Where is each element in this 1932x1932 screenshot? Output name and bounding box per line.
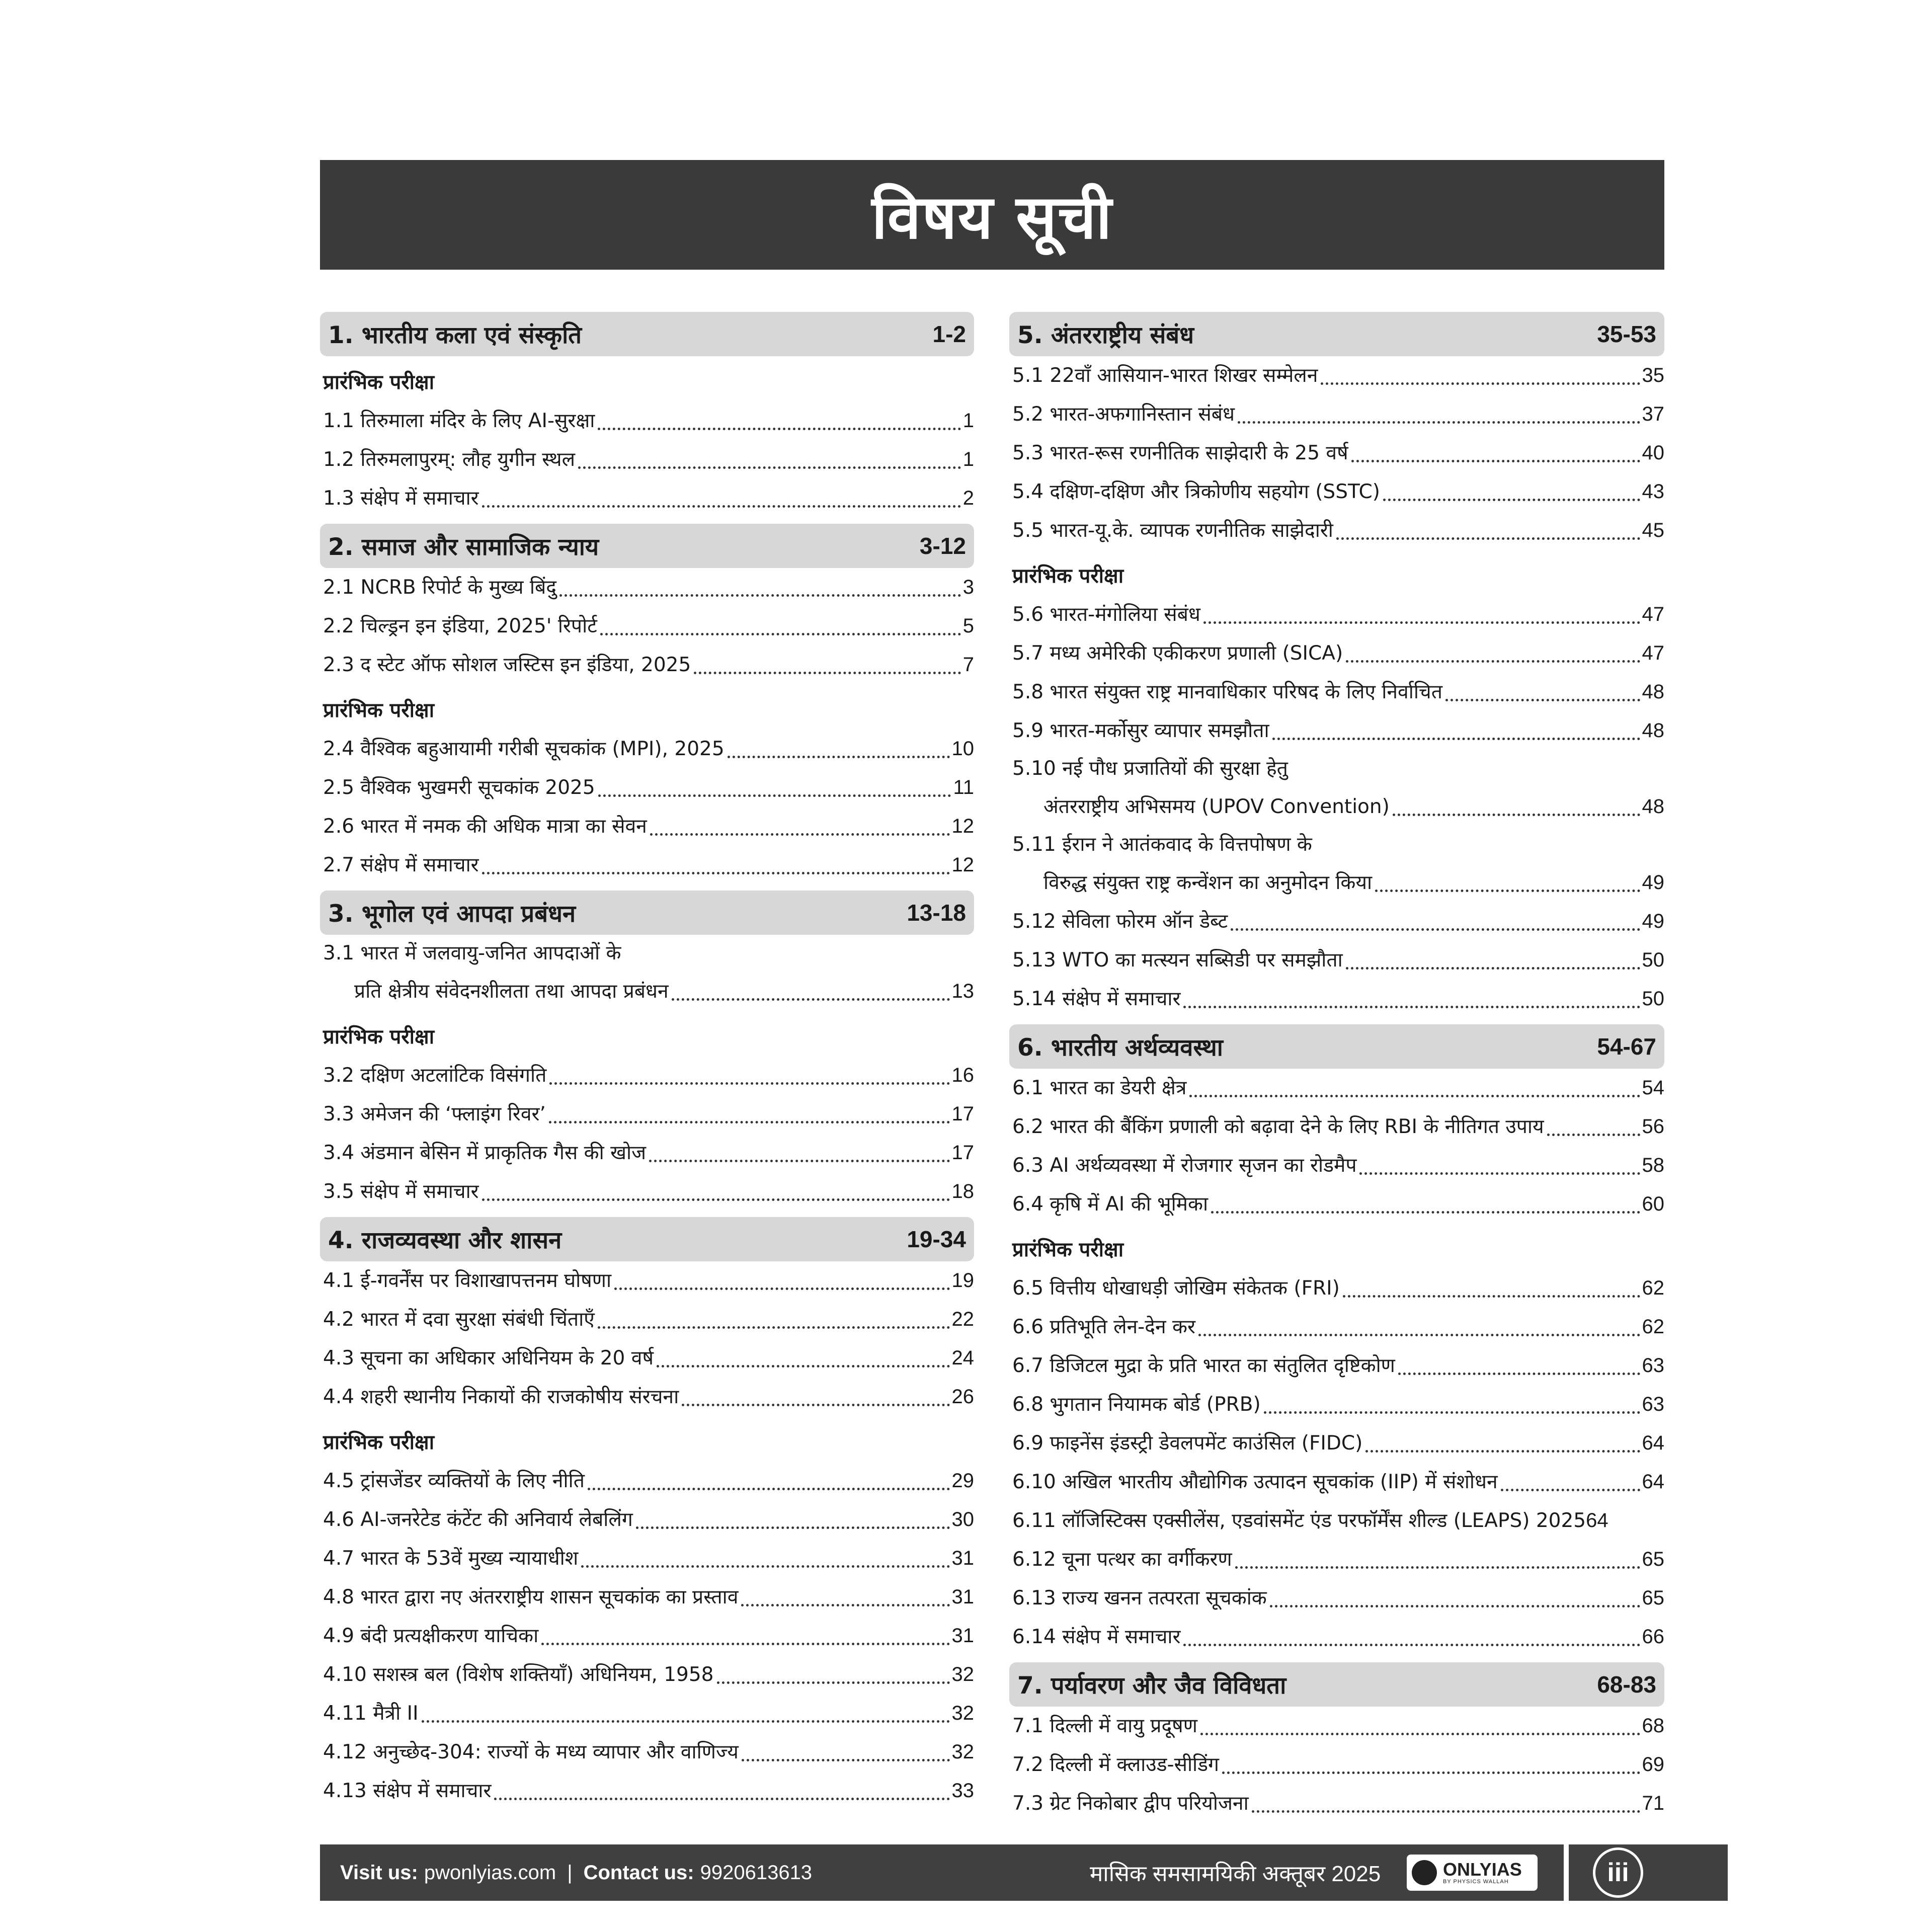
toc-entry-title: 4.6 AI-जनरेटेड कंटेंट की अनिवार्य लेबलिंग xyxy=(323,1508,633,1531)
dot-leader xyxy=(1346,967,1640,970)
toc-page-number: 33 xyxy=(951,1780,974,1802)
toc-page-number: 29 xyxy=(951,1470,974,1492)
toc-entry-title: 3.5 संक्षेप में समाचार xyxy=(323,1180,479,1203)
toc-entry-title: 4.2 भारत में दवा सुरक्षा संबंधी चिंताएँ xyxy=(323,1308,595,1331)
toc-entry-title: 6.11 लॉजिस्टिक्स एक्सीलेंस, एडवांसमेंट एंड परफॉर्मेंस शील्ड (LEAPS) 2025 xyxy=(1012,1509,1586,1532)
toc-page-number: 49 xyxy=(1642,910,1664,932)
toc-entry[interactable] xyxy=(1009,395,1664,434)
toc-entry[interactable] xyxy=(1009,595,1664,634)
section-gap xyxy=(320,518,974,524)
section-heading xyxy=(1009,1024,1664,1069)
toc-entry[interactable] xyxy=(1009,1185,1664,1224)
toc-entry-title: 5.14 संक्षेप में समाचार xyxy=(1012,988,1181,1010)
toc-entry[interactable] xyxy=(320,768,974,807)
toc-entry[interactable] xyxy=(320,401,974,440)
dot-leader xyxy=(649,1160,949,1162)
subsection-heading: प्रारंभिक परीक्षा xyxy=(1012,1238,1124,1261)
toc-page-number: 65 xyxy=(1642,1548,1664,1570)
toc-page-number: 31 xyxy=(951,1625,974,1647)
section-title: 6. भारतीय अर्थव्यवस्था xyxy=(1017,1034,1223,1062)
dot-leader xyxy=(1336,537,1640,540)
toc-entry-title: 1.1 तिरुमाला मंदिर के लिए AI-सुरक्षा xyxy=(323,410,595,432)
toc-entry-title: 6.2 भारत की बैंकिंग प्रणाली को बढ़ावा देने के लिए RBI के नीतिगत उपाय xyxy=(1012,1115,1544,1138)
footer-contact xyxy=(340,1844,812,1901)
toc-entry-title: 2.1 NCRB रिपोर्ट के मुख्य बिंदु xyxy=(323,576,557,599)
section-page-range: 3-12 xyxy=(919,533,966,559)
toc-page-number: 16 xyxy=(951,1064,974,1086)
toc-entry-title: 2.5 वैश्विक भुखमरी सूचकांक 2025 xyxy=(323,776,595,799)
toc-page-number: 56 xyxy=(1642,1115,1664,1138)
dot-leader xyxy=(1445,699,1640,701)
toc-page-number: 10 xyxy=(951,738,974,760)
section-page-range: 19-34 xyxy=(907,1226,966,1252)
toc-page-number: 54 xyxy=(1642,1077,1664,1099)
toc-entry-title: 5.9 भारत-मर्कोसुर व्यापार समझौता xyxy=(1012,719,1269,742)
toc-page-number: 24 xyxy=(951,1347,974,1369)
toc-entry-title: 7.1 दिल्ली में वायु प्रदूषण xyxy=(1012,1715,1197,1737)
section-title: 1. भारतीय कला एवं संस्कृति xyxy=(328,321,582,349)
dot-leader xyxy=(1211,1211,1640,1214)
toc-page-number: 66 xyxy=(1642,1626,1664,1648)
section-heading xyxy=(1009,1662,1664,1707)
dot-leader xyxy=(1235,1566,1640,1569)
toc-entry-title: 7.2 दिल्ली में क्लाउड-सीडिंग xyxy=(1012,1753,1219,1776)
contact-label: Contact us: xyxy=(583,1861,694,1884)
toc-entry-title: 7.3 ग्रेट निकोबार द्वीप परियोजना xyxy=(1012,1792,1249,1815)
toc-entry[interactable] xyxy=(1009,980,1664,1018)
dot-leader xyxy=(598,428,960,430)
toc-page-number: 1 xyxy=(962,410,974,432)
toc-entry[interactable] xyxy=(320,1378,974,1416)
toc-entry[interactable] xyxy=(1009,1385,1664,1424)
toc-entry-title: 3.4 अंडमान बेसिन में प्राकृतिक गैस की खोज xyxy=(323,1142,647,1164)
toc-entry[interactable] xyxy=(1009,1707,1664,1745)
section-heading xyxy=(1009,312,1664,356)
toc-entry-title: 5.2 भारत-अफगानिस्तान संबंध xyxy=(1012,403,1235,426)
toc-entry-title: 2.3 द स्टेट ऑफ सोशल जस्टिस इन इंडिया, 2025 xyxy=(323,654,691,676)
logo-text: ONLYIAS xyxy=(1443,1859,1522,1880)
toc-entry[interactable] xyxy=(1009,1501,1664,1540)
toc-entry[interactable] xyxy=(320,1772,974,1810)
subsection-heading: प्रारंभिक परीक्षा xyxy=(323,699,435,722)
toc-entry-title-cont: अंतरराष्ट्रीय अभिसमय (UPOV Convention) xyxy=(1043,795,1390,818)
toc-entry-title: 6.7 डिजिटल मुद्रा के प्रति भारत का संतुलित दृष्टिकोण xyxy=(1012,1354,1395,1377)
dot-leader xyxy=(682,1404,949,1406)
toc-left-column xyxy=(320,312,974,1810)
dot-leader xyxy=(1359,1172,1640,1175)
toc-entry[interactable] xyxy=(320,1056,974,1095)
toc-entry-title: 2.7 संक्षेप में समाचार xyxy=(323,854,479,876)
toc-entry[interactable] xyxy=(320,646,974,684)
dot-leader xyxy=(549,1082,949,1085)
toc-page-number: 50 xyxy=(1642,988,1664,1010)
toc-entry[interactable] xyxy=(1009,826,1664,863)
dot-leader xyxy=(1183,1644,1640,1646)
toc-page-number: 43 xyxy=(1642,480,1664,503)
toc-entry-title: 3.1 भारत में जलवायु-जनित आपदाओं के xyxy=(323,942,621,964)
toc-entry-title: 5.12 सेविला फोरम ऑन डेब्ट xyxy=(1012,910,1228,933)
toc-entry-title: 6.6 प्रतिभूति लेन-देन कर xyxy=(1012,1316,1195,1338)
toc-page-number: 63 xyxy=(1642,1354,1664,1377)
toc-page-number: 2 xyxy=(962,487,974,509)
toc-page-number: 5 xyxy=(962,615,974,637)
toc-page-number: 3 xyxy=(962,576,974,598)
toc-entry-title: 4.13 संक्षेप में समाचार xyxy=(323,1780,492,1802)
toc-page-number: 17 xyxy=(951,1142,974,1164)
footer-separator: | xyxy=(567,1861,573,1884)
section-gap xyxy=(1009,1018,1664,1024)
toc-right-column xyxy=(1009,312,1664,1823)
dot-leader xyxy=(741,1604,949,1606)
toc-entry-title: 6.9 फाइनेंस इंडस्ट्री डेवलपमेंट काउंसिल (FIDC) xyxy=(1012,1432,1363,1455)
toc-entry[interactable] xyxy=(1009,1784,1664,1823)
dot-leader xyxy=(717,1681,950,1684)
dot-leader xyxy=(549,1121,950,1123)
toc-entry-title: 6.5 वित्तीय धोखाधड़ी जोखिम संकेतक (FRI) xyxy=(1012,1277,1340,1300)
toc-entry-title: 6.1 भारत का डेयरी क्षेत्र xyxy=(1012,1077,1187,1099)
toc-entry[interactable] xyxy=(1009,434,1664,472)
toc-page-number: 60 xyxy=(1642,1193,1664,1215)
dot-leader xyxy=(742,1759,950,1761)
toc-entry-title: 4.4 शहरी स्थानीय निकायों की राजकोषीय संरचना xyxy=(323,1386,679,1408)
dot-leader xyxy=(1383,499,1640,501)
dot-leader xyxy=(1272,738,1640,740)
toc-page-number: 32 xyxy=(951,1702,974,1724)
toc-entry[interactable] xyxy=(1009,472,1664,511)
dot-leader xyxy=(559,594,961,597)
toc-entry[interactable] xyxy=(1009,902,1664,941)
logo-mark-icon xyxy=(1412,1860,1437,1885)
toc-entry-title: 5.7 मध्य अमेरिकी एकीकरण प्रणाली (SICA) xyxy=(1012,642,1343,665)
toc-entry[interactable] xyxy=(1009,511,1664,550)
toc-entry[interactable] xyxy=(1009,634,1664,673)
dot-leader xyxy=(482,505,961,508)
page-title: विषय सूची xyxy=(320,160,1664,270)
dot-leader xyxy=(600,633,961,635)
toc-entry[interactable] xyxy=(320,1300,974,1339)
toc-entry[interactable] xyxy=(1009,1540,1664,1579)
dot-leader xyxy=(578,466,961,469)
logo-subtext: BY PHYSICS WALLAH xyxy=(1443,1879,1509,1885)
toc-entry-title: 2.4 वैश्विक बहुआयामी गरीबी सूचकांक (MPI), 2025 xyxy=(323,738,725,760)
dot-leader xyxy=(1203,621,1640,624)
dot-leader xyxy=(1501,1489,1640,1491)
toc-page-number: 48 xyxy=(1642,719,1664,742)
toc-entry[interactable] xyxy=(1009,673,1664,711)
toc-entry[interactable] xyxy=(320,935,974,972)
magazine-title: मासिक समसामयिकी अक्तूबर 2025 xyxy=(1090,1862,1381,1886)
dot-leader xyxy=(1321,382,1640,385)
subsection-heading: प्रारंभिक परीक्षा xyxy=(323,1431,435,1454)
toc-entry[interactable] xyxy=(1009,1269,1664,1308)
dot-leader xyxy=(598,794,951,797)
section-heading xyxy=(320,312,974,356)
dot-leader xyxy=(588,1488,950,1490)
toc-entry-title-cont: प्रति क्षेत्रीय संवेदनशीलता तथा आपदा प्रबंधन xyxy=(354,980,669,1003)
toc-entry-title: 5.13 WTO का मत्स्यन सब्सिडी पर समझौता xyxy=(1012,949,1343,972)
toc-entry[interactable] xyxy=(1009,1146,1664,1185)
toc-entry-continuation[interactable] xyxy=(1009,863,1664,902)
toc-page-number: 12 xyxy=(951,815,974,837)
dot-leader xyxy=(1351,460,1640,462)
toc-entry-title: 5.5 भारत-यू.के. व्यापक रणनीतिक साझेदारी xyxy=(1012,519,1333,542)
dot-leader xyxy=(422,1720,950,1723)
toc-page-number: 1 xyxy=(962,448,974,470)
toc-page-number: 63 xyxy=(1642,1393,1664,1415)
toc-page-number: 71 xyxy=(1642,1792,1664,1814)
toc-entry-title: 4.1 ई-गवर्नेंस पर विशाखापत्तनम घोषणा xyxy=(323,1269,612,1292)
toc-entry[interactable] xyxy=(1009,1463,1664,1501)
toc-entry-title: 1.2 तिरुमलापुरम्: लौह युगीन स्थल xyxy=(323,448,576,471)
dot-leader xyxy=(1343,1295,1640,1298)
toc-entry-title: 5.1 22वाँ आसियान-भारत शिखर सम्मेलन xyxy=(1012,364,1318,387)
dot-leader xyxy=(1365,1450,1640,1453)
toc-entry[interactable] xyxy=(1009,1308,1664,1346)
section-page-range: 54-67 xyxy=(1597,1033,1656,1060)
toc-entry[interactable] xyxy=(320,1539,974,1578)
visit-label: Visit us: xyxy=(340,1861,418,1884)
toc-page-number: 37 xyxy=(1642,403,1664,425)
dot-leader xyxy=(1398,1373,1640,1375)
dot-leader xyxy=(1231,928,1640,931)
toc-page-number: 30 xyxy=(951,1508,974,1531)
toc-entry[interactable] xyxy=(320,1261,974,1300)
toc-entry-title: 5.10 नई पौध प्रजातियों की सुरक्षा हेतु xyxy=(1012,757,1288,780)
toc-page-number: 22 xyxy=(951,1308,974,1330)
section-title: 2. समाज और सामाजिक न्याय xyxy=(328,533,599,561)
toc-page-number: 62 xyxy=(1642,1277,1664,1299)
toc-entry[interactable] xyxy=(1009,941,1664,980)
dot-leader xyxy=(1189,1095,1640,1097)
toc-entry[interactable] xyxy=(320,1339,974,1378)
dot-leader xyxy=(541,1643,949,1645)
section-title: 7. पर्यावरण और जैव विविधता xyxy=(1017,1672,1286,1700)
toc-entry[interactable] xyxy=(1009,356,1664,395)
footer-divider xyxy=(1564,1844,1569,1901)
section-title: 5. अंतरराष्ट्रीय संबंध xyxy=(1017,321,1194,349)
toc-entry[interactable] xyxy=(1009,1069,1664,1107)
toc-entry[interactable] xyxy=(320,807,974,846)
section-title: 4. राजव्यवस्था और शासन xyxy=(328,1227,562,1254)
toc-page-number: 64 xyxy=(1642,1432,1664,1454)
toc-entry-title: 3.3 अमेजन की ‘फ्लाइंग रिवर’ xyxy=(323,1103,546,1125)
toc-page-number: 19 xyxy=(951,1269,974,1292)
toc-entry-title: 3.2 दक्षिण अटलांटिक विसंगति xyxy=(323,1064,547,1087)
dot-leader xyxy=(1252,1810,1640,1813)
footer-bar xyxy=(320,1844,1728,1901)
toc-page-number: 32 xyxy=(951,1741,974,1763)
onlyias-logo xyxy=(1407,1855,1538,1891)
dot-leader xyxy=(728,756,950,758)
toc-page-number: 12 xyxy=(951,854,974,876)
dot-leader xyxy=(1393,814,1640,816)
toc-entry-title: 6.12 चूना पत्थर का वर्गीकरण xyxy=(1012,1548,1232,1571)
section-title: 3. भूगोल एवं आपदा प्रबंधन xyxy=(328,900,576,928)
toc-entry-continuation[interactable] xyxy=(1009,787,1664,826)
toc-entry[interactable] xyxy=(320,1578,974,1617)
toc-page-number: 65 xyxy=(1642,1587,1664,1609)
toc-entry[interactable] xyxy=(1009,1618,1664,1656)
toc-entry[interactable] xyxy=(320,730,974,768)
section-gap xyxy=(320,1211,974,1217)
subsection-heading: प्रारंभिक परीक्षा xyxy=(323,1025,435,1049)
toc-entry[interactable] xyxy=(1009,1346,1664,1385)
subsection-heading: प्रारंभिक परीक्षा xyxy=(323,371,435,394)
toc-entry[interactable] xyxy=(320,479,974,518)
toc-entry-title: 5.8 भारत संयुक्त राष्ट्र मानवाधिकार परिषद के लिए निर्वाचित xyxy=(1012,681,1442,703)
section-page-range: 1-2 xyxy=(932,321,966,347)
toc-entry-title: 4.10 सशस्त्र बल (विशेष शक्तियाँ) अधिनियम, 1958 xyxy=(323,1663,714,1686)
section-gap xyxy=(320,884,974,891)
toc-entry-title: 1.3 संक्षेप में समाचार xyxy=(323,487,479,510)
section-heading xyxy=(320,891,974,935)
toc-page-number: 7 xyxy=(962,654,974,676)
toc-entry-title: 4.11 मैत्री II xyxy=(323,1702,419,1725)
toc-entry-title: 5.6 भारत-मंगोलिया संबंध xyxy=(1012,603,1200,626)
section-page-range: 35-53 xyxy=(1597,321,1656,347)
toc-page-number: 26 xyxy=(951,1386,974,1408)
toc-entry-title: 6.14 संक्षेप में समाचार xyxy=(1012,1626,1181,1648)
toc-entry[interactable] xyxy=(320,1617,974,1655)
toc-page-number: 13 xyxy=(951,980,974,1002)
toc-entry[interactable] xyxy=(320,1172,974,1211)
dot-leader xyxy=(1547,1134,1640,1136)
toc-page-number: 69 xyxy=(1642,1753,1664,1776)
toc-entry[interactable] xyxy=(1009,750,1664,787)
page-number-badge: iii xyxy=(1593,1847,1643,1898)
dot-leader xyxy=(1200,1733,1640,1735)
toc-page-number: 64 xyxy=(1586,1509,1608,1532)
toc-page-number: 64 xyxy=(1642,1471,1664,1493)
dot-leader xyxy=(1222,1772,1640,1774)
section-heading xyxy=(320,1217,974,1261)
toc-entry[interactable] xyxy=(1009,1745,1664,1784)
toc-entry-title: 4.8 भारत द्वारा नए अंतरराष्ट्रीय शासन सूचकांक का प्रस्ताव xyxy=(323,1586,739,1608)
dot-leader xyxy=(1270,1605,1640,1607)
dot-leader xyxy=(1238,421,1640,424)
toc-entry-title: 4.9 बंदी प्रत्यक्षीकरण याचिका xyxy=(323,1625,539,1647)
toc-page-number: 31 xyxy=(951,1586,974,1608)
toc-page-number: 35 xyxy=(1642,364,1664,386)
toc-entry[interactable] xyxy=(1009,711,1664,750)
dot-leader xyxy=(1183,1006,1640,1008)
toc-page-number: 40 xyxy=(1642,442,1664,464)
toc-entry-title: 4.5 ट्रांसजेंडर व्यक्तियों के लिए नीति xyxy=(323,1470,585,1492)
toc-entry-title-cont: विरुद्ध संयुक्त राष्ट्र कन्वेंशन का अनुमोदन किया xyxy=(1043,871,1373,894)
dot-leader xyxy=(636,1526,950,1529)
dot-leader xyxy=(657,1365,950,1367)
section-page-range: 68-83 xyxy=(1597,1671,1656,1698)
dot-leader xyxy=(482,872,950,874)
toc-entry[interactable] xyxy=(1009,1424,1664,1463)
dot-leader xyxy=(694,672,960,674)
section-page-range: 13-18 xyxy=(907,900,966,926)
website-link[interactable]: pwonlyias.com xyxy=(424,1861,556,1884)
toc-entry-title: 2.6 भारत में नमक की अधिक मात्रा का सेवन xyxy=(323,815,647,838)
toc-entry[interactable] xyxy=(320,1655,974,1694)
toc-page-number: 45 xyxy=(1642,519,1664,541)
toc-page-number: 47 xyxy=(1642,642,1664,664)
dot-leader xyxy=(581,1565,949,1568)
toc-entry[interactable] xyxy=(320,568,974,607)
toc-entry-title: 5.11 ईरान ने आतंकवाद के वित्तपोषण के xyxy=(1012,833,1312,856)
toc-page-number: 48 xyxy=(1642,681,1664,703)
toc-entry[interactable] xyxy=(320,1500,974,1539)
section-gap xyxy=(1009,1656,1664,1662)
toc-page-number: 17 xyxy=(951,1103,974,1125)
toc-entry[interactable] xyxy=(320,1095,974,1134)
toc-entry-title: 5.4 दक्षिण-दक्षिण और त्रिकोणीय सहयोग (SSTC) xyxy=(1012,480,1380,503)
toc-entry[interactable] xyxy=(1009,1579,1664,1618)
toc-entry-title: 6.10 अखिल भारतीय औद्योगिक उत्पादन सूचकांक (IIP) में संशोधन xyxy=(1012,1471,1498,1493)
toc-entry-title: 4.3 सूचना का अधिकार अधिनियम के 20 वर्ष xyxy=(323,1347,654,1370)
toc-entry-title: 4.12 अनुच्छेद-304: राज्यों के मध्य व्यापार और वाणिज्य xyxy=(323,1741,739,1763)
dot-leader xyxy=(598,1326,950,1329)
dot-leader xyxy=(494,1798,949,1800)
dot-leader xyxy=(1375,890,1640,892)
toc-entry[interactable] xyxy=(320,1462,974,1500)
contact-number: 9920613613 xyxy=(700,1861,813,1884)
toc-page-number: 11 xyxy=(953,776,974,798)
toc-page-number: 58 xyxy=(1642,1154,1664,1176)
toc-entry-title: 2.2 चिल्ड्रन इन इंडिया, 2025' रिपोर्ट xyxy=(323,615,597,637)
dot-leader xyxy=(650,833,950,836)
toc-entry[interactable] xyxy=(320,1134,974,1172)
toc-page-number: 49 xyxy=(1642,871,1664,894)
toc-entry[interactable] xyxy=(320,1733,974,1772)
dot-leader xyxy=(614,1287,949,1290)
toc-page-number: 32 xyxy=(951,1663,974,1685)
toc-entry-continuation[interactable] xyxy=(320,972,974,1011)
dot-leader xyxy=(1346,660,1640,663)
dot-leader xyxy=(1264,1411,1640,1414)
toc-entry[interactable] xyxy=(320,440,974,479)
dot-leader xyxy=(1198,1334,1640,1336)
subsection-heading: प्रारंभिक परीक्षा xyxy=(1012,565,1124,588)
toc-page-number: 31 xyxy=(951,1547,974,1569)
dot-leader xyxy=(482,1198,950,1201)
toc-entry-title: 4.7 भारत के 53वें मुख्य न्यायाधीश xyxy=(323,1547,579,1570)
toc-page-number: 68 xyxy=(1642,1715,1664,1737)
dot-leader xyxy=(672,998,950,1001)
toc-entry-title: 5.3 भारत-रूस रणनीतिक साझेदारी के 25 वर्ष xyxy=(1012,442,1348,464)
toc-page-number: 18 xyxy=(951,1180,974,1202)
toc-page-number: 47 xyxy=(1642,603,1664,625)
toc-page-number: 48 xyxy=(1642,795,1664,818)
toc-entry-title: 6.4 कृषि में AI की भूमिका xyxy=(1012,1193,1209,1216)
toc-page-number: 62 xyxy=(1642,1316,1664,1338)
toc-entry-title: 6.8 भुगतान नियामक बोर्ड (PRB) xyxy=(1012,1393,1261,1416)
toc-entry-title: 6.13 राज्य खनन तत्परता सूचकांक xyxy=(1012,1587,1267,1609)
toc-entry[interactable] xyxy=(320,1694,974,1733)
toc-page-number: 50 xyxy=(1642,949,1664,971)
toc-entry[interactable] xyxy=(320,846,974,884)
section-heading xyxy=(320,524,974,568)
toc-entry[interactable] xyxy=(1009,1107,1664,1146)
toc-entry[interactable] xyxy=(320,607,974,646)
toc-entry-title: 6.3 AI अर्थव्यवस्था में रोजगार सृजन का रोडमैप xyxy=(1012,1154,1357,1177)
